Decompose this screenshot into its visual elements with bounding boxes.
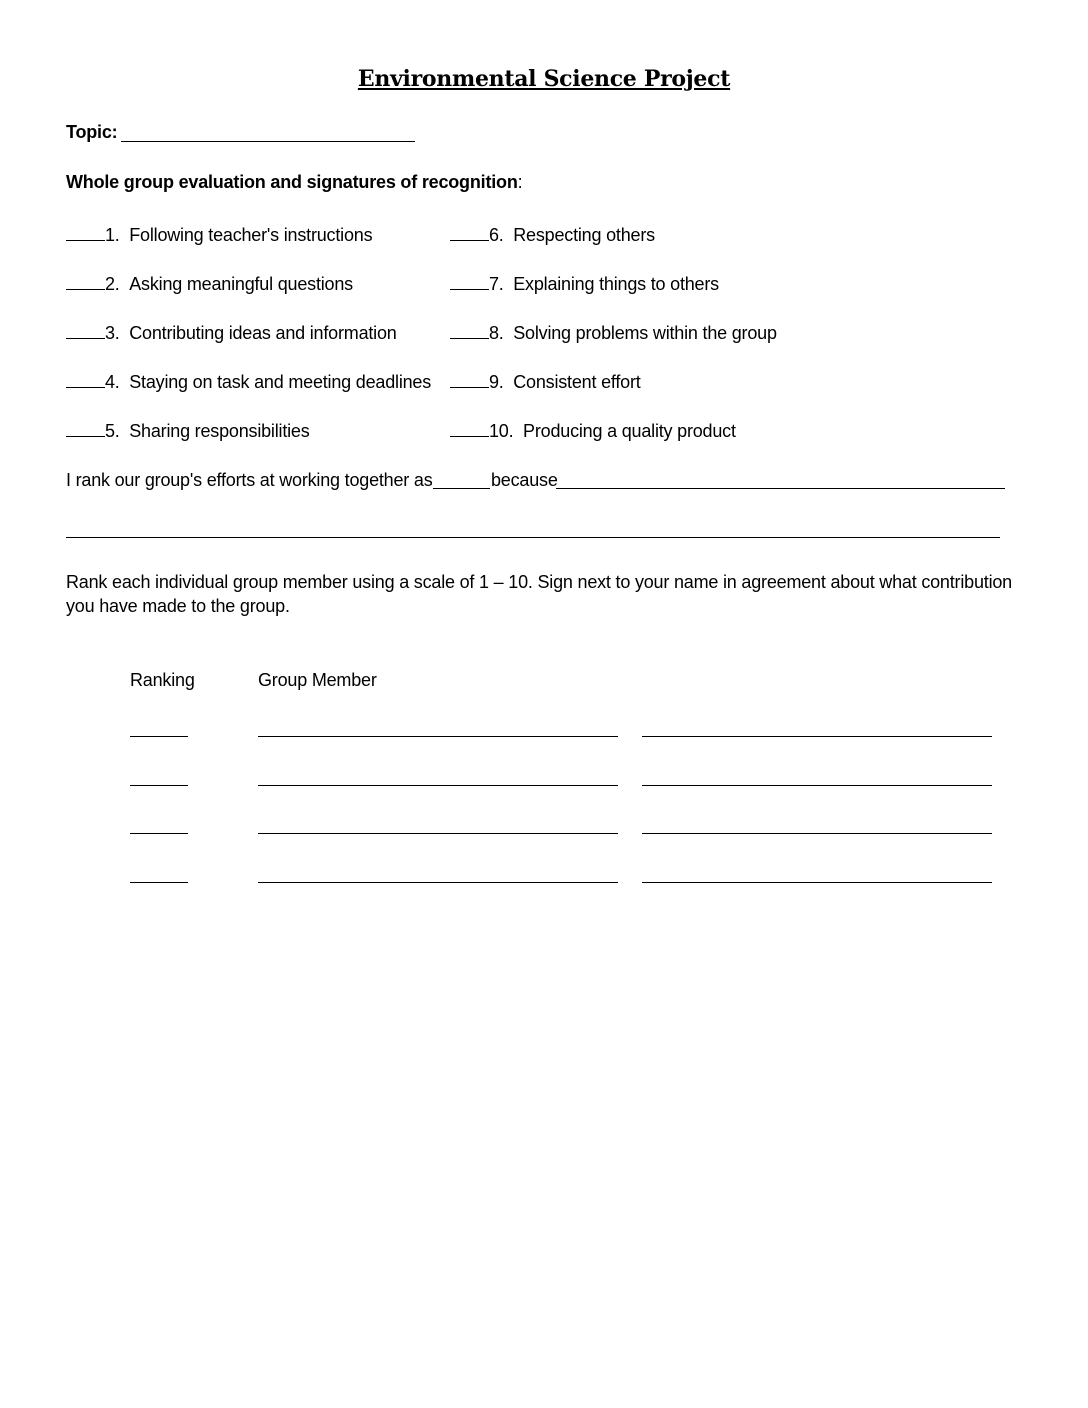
ranking-header: Ranking bbox=[130, 670, 195, 690]
signature-field[interactable] bbox=[642, 833, 992, 834]
section-heading: Whole group evaluation and signatures of recognition: bbox=[66, 172, 523, 192]
criterion-score-blank[interactable] bbox=[450, 323, 489, 339]
criterion-item: 3. Contributing ideas and information bbox=[66, 323, 397, 344]
criterion-item: 7. Explaining things to others bbox=[450, 274, 719, 295]
criterion-item: 5. Sharing responsibilities bbox=[66, 421, 310, 442]
instructions-line-1: Rank each individual group member using a scale of 1 – 10. Sign next to your name in agreement about what contribution bbox=[66, 572, 1012, 592]
criterion-item: 1. Following teacher's instructions bbox=[66, 225, 372, 246]
group-member-name-field[interactable] bbox=[258, 882, 618, 883]
topic-field[interactable] bbox=[121, 141, 415, 142]
criterion-item: 4. Staying on task and meeting deadlines bbox=[66, 372, 431, 393]
topic-label: Topic: bbox=[66, 122, 118, 142]
criterion-score-blank[interactable] bbox=[66, 225, 105, 241]
criterion-item: 2. Asking meaningful questions bbox=[66, 274, 353, 295]
signature-field[interactable] bbox=[642, 736, 992, 737]
group-member-name-field[interactable] bbox=[258, 833, 618, 834]
criterion-score-blank[interactable] bbox=[450, 421, 489, 437]
criterion-score-blank[interactable] bbox=[66, 372, 105, 388]
criterion-score-blank[interactable] bbox=[450, 372, 489, 388]
group-member-header: Group Member bbox=[258, 670, 377, 690]
ranking-field[interactable] bbox=[130, 785, 188, 786]
instructions-line-2: you have made to the group. bbox=[66, 596, 290, 616]
group-rank-field[interactable] bbox=[433, 488, 490, 489]
because-field[interactable] bbox=[556, 488, 1005, 489]
criterion-score-blank[interactable] bbox=[66, 421, 105, 437]
criterion-score-blank[interactable] bbox=[450, 225, 489, 241]
because-field-continued[interactable] bbox=[66, 537, 1000, 538]
criterion-item: 6. Respecting others bbox=[450, 225, 655, 246]
criterion-score-blank[interactable] bbox=[450, 274, 489, 290]
signature-field[interactable] bbox=[642, 785, 992, 786]
group-member-name-field[interactable] bbox=[258, 736, 618, 737]
rank-sentence-because: because bbox=[491, 470, 558, 490]
signature-field[interactable] bbox=[642, 882, 992, 883]
ranking-field[interactable] bbox=[130, 882, 188, 883]
criterion-item: 9. Consistent effort bbox=[450, 372, 641, 393]
page-title: Environmental Science Project bbox=[357, 66, 731, 92]
ranking-field[interactable] bbox=[130, 833, 188, 834]
criterion-item: 10. Producing a quality product bbox=[450, 421, 736, 442]
ranking-field[interactable] bbox=[130, 736, 188, 737]
criterion-score-blank[interactable] bbox=[66, 274, 105, 290]
rank-sentence-start: I rank our group's efforts at working together as bbox=[66, 470, 433, 490]
criterion-score-blank[interactable] bbox=[66, 323, 105, 339]
group-member-name-field[interactable] bbox=[258, 785, 618, 786]
criterion-item: 8. Solving problems within the group bbox=[450, 323, 777, 344]
